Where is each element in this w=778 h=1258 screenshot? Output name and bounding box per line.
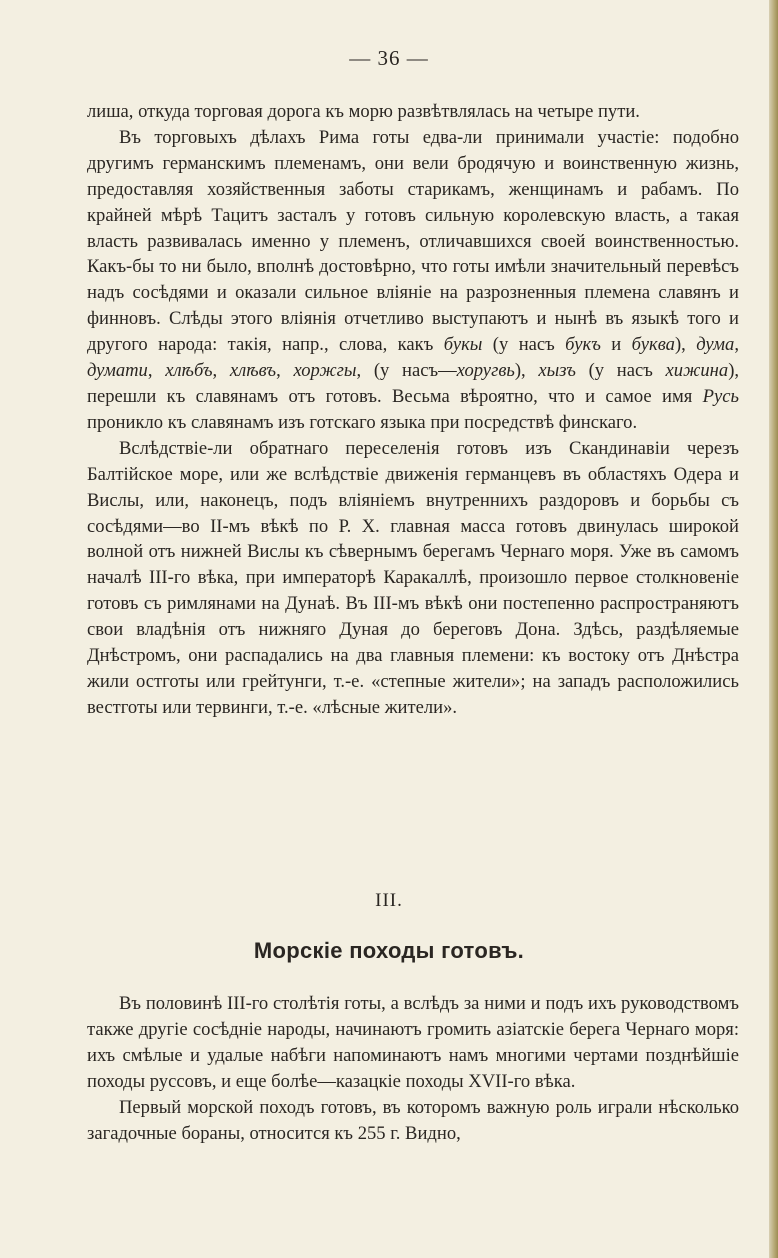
text-run: , — [734, 334, 739, 356]
italic-word: Русь — [702, 385, 739, 407]
page-edge — [769, 0, 778, 1258]
italic-word: дума — [696, 334, 735, 356]
text-run: Первый морской походъ готовъ, въ которомъ важную роль играли нѣсколько загадочные бораны, относится къ 255 г. Видно, — [87, 1096, 739, 1144]
text-run: Въ торговыхъ дѣлахъ Рима готы едва-ли принимали участіе: подобно другимъ германскимъ племенамъ, они вели бродячую и воинственную жизнь, предоставляя хозяйственныя заботы старикамъ, женщинамъ и рабамъ. По крайней мѣрѣ Тацитъ засталъ у готовъ сильную королевскую власть, а такая власть развивалась именно у племенъ, отличавшихся своей воинственностью. Какъ-бы то ни было, вполнѣ достовѣрно, что готы имѣли значительный перевѣсъ надъ сосѣдями и оказали сильное вліяніе на разрозненныя племена славянъ и финновъ. Слѣды этого вліянія отчетливо выступаютъ и нынѣ въ языкѣ того и другого народа: такія, напр., слова, какъ — [87, 126, 739, 356]
text-run: ), — [514, 360, 539, 382]
paragraph — [87, 99, 739, 125]
text-run: проникло къ славянамъ изъ готскаго языка при посредствѣ финскаго. — [87, 411, 638, 433]
text-run: , — [147, 360, 166, 382]
text-run: , — [212, 360, 230, 382]
text-run: Вслѣдствіе-ли обратнаго переселенія готовъ изъ Скандинавіи черезъ Балтійское море, или же вслѣдствіе движенія германцевъ въ областяхъ Одера и Вислы, или, наконецъ, подъ вліяніемъ внутреннихъ раздоровъ и борьбы съ сосѣдями—во II-мъ вѣкѣ по Р. Х. главная масса готовъ двинулась широкой волной отъ нижней Вислы къ сѣвернымъ берегамъ Чернаго моря. Уже въ самомъ началѣ III-го вѣка, при императорѣ Каракаллѣ, произошло первое столкновеніе готовъ съ римлянами на Дунаѣ. Въ III-мъ вѣкѣ они постепенно распространяютъ свои владѣнія отъ нижняго Дуная до береговъ Дона. Здѣсь, раздѣляемые Днѣстромъ, они распадались на два главныя племени: къ востоку отъ Днѣстра жили остготы или грейтунги, т.-е. «степные жители»; на западъ расположились вестготы или тервинги, т.-е. «лѣсные жители». — [87, 437, 739, 718]
chapter-title: Морскіе походы готовъ. — [253, 938, 525, 963]
text-run: (у насъ — [575, 360, 666, 382]
italic-word: букъ — [565, 334, 601, 356]
italic-word: думати — [87, 360, 148, 382]
paragraph — [87, 991, 739, 1095]
text-run: лиша, откуда торговая дорога къ морю развѣтвлялась на четыре пути. — [87, 101, 640, 122]
italic-word: хызъ — [538, 360, 576, 382]
paragraph — [87, 1095, 739, 1147]
italic-word: буква — [631, 334, 675, 356]
body-text-section-1 — [87, 99, 739, 721]
body-text-section-2 — [87, 991, 739, 1146]
italic-word: букы — [443, 334, 483, 356]
page-number: — 36 — — [349, 46, 429, 70]
text-run: Въ половинѣ III-го столѣтія готы, а вслѣдъ за ними и подъ ихъ руководствомъ также другіе сосѣдніе народы, начинаютъ громить азіатскіе берега Чернаго моря: ихъ смѣлые и удалые набѣги напоминаютъ намъ многими чертами позднѣйшіе походы руссовъ, и еще болѣе—казацкіе походы XVII-го вѣка. — [87, 993, 739, 1092]
italic-word: хлѣбъ — [165, 360, 213, 382]
text-run: (у насъ — [482, 334, 566, 356]
text-run: , (у насъ— — [356, 360, 457, 382]
italic-word: хоржгы — [293, 360, 357, 382]
paragraph — [87, 436, 739, 721]
text-run: , — [276, 360, 294, 382]
text-run: ), перешли къ славянамъ отъ готовъ. Весьма вѣроятно, что и самое имя — [87, 360, 740, 407]
italic-word: хижина — [665, 360, 729, 382]
text-run: и — [600, 334, 632, 356]
paragraph — [87, 125, 739, 436]
italic-word: хлѣвъ — [229, 360, 277, 382]
text-run: ), — [674, 334, 697, 356]
chapter-numeral: III. — [375, 890, 403, 911]
italic-word: хоругвь — [456, 360, 515, 382]
